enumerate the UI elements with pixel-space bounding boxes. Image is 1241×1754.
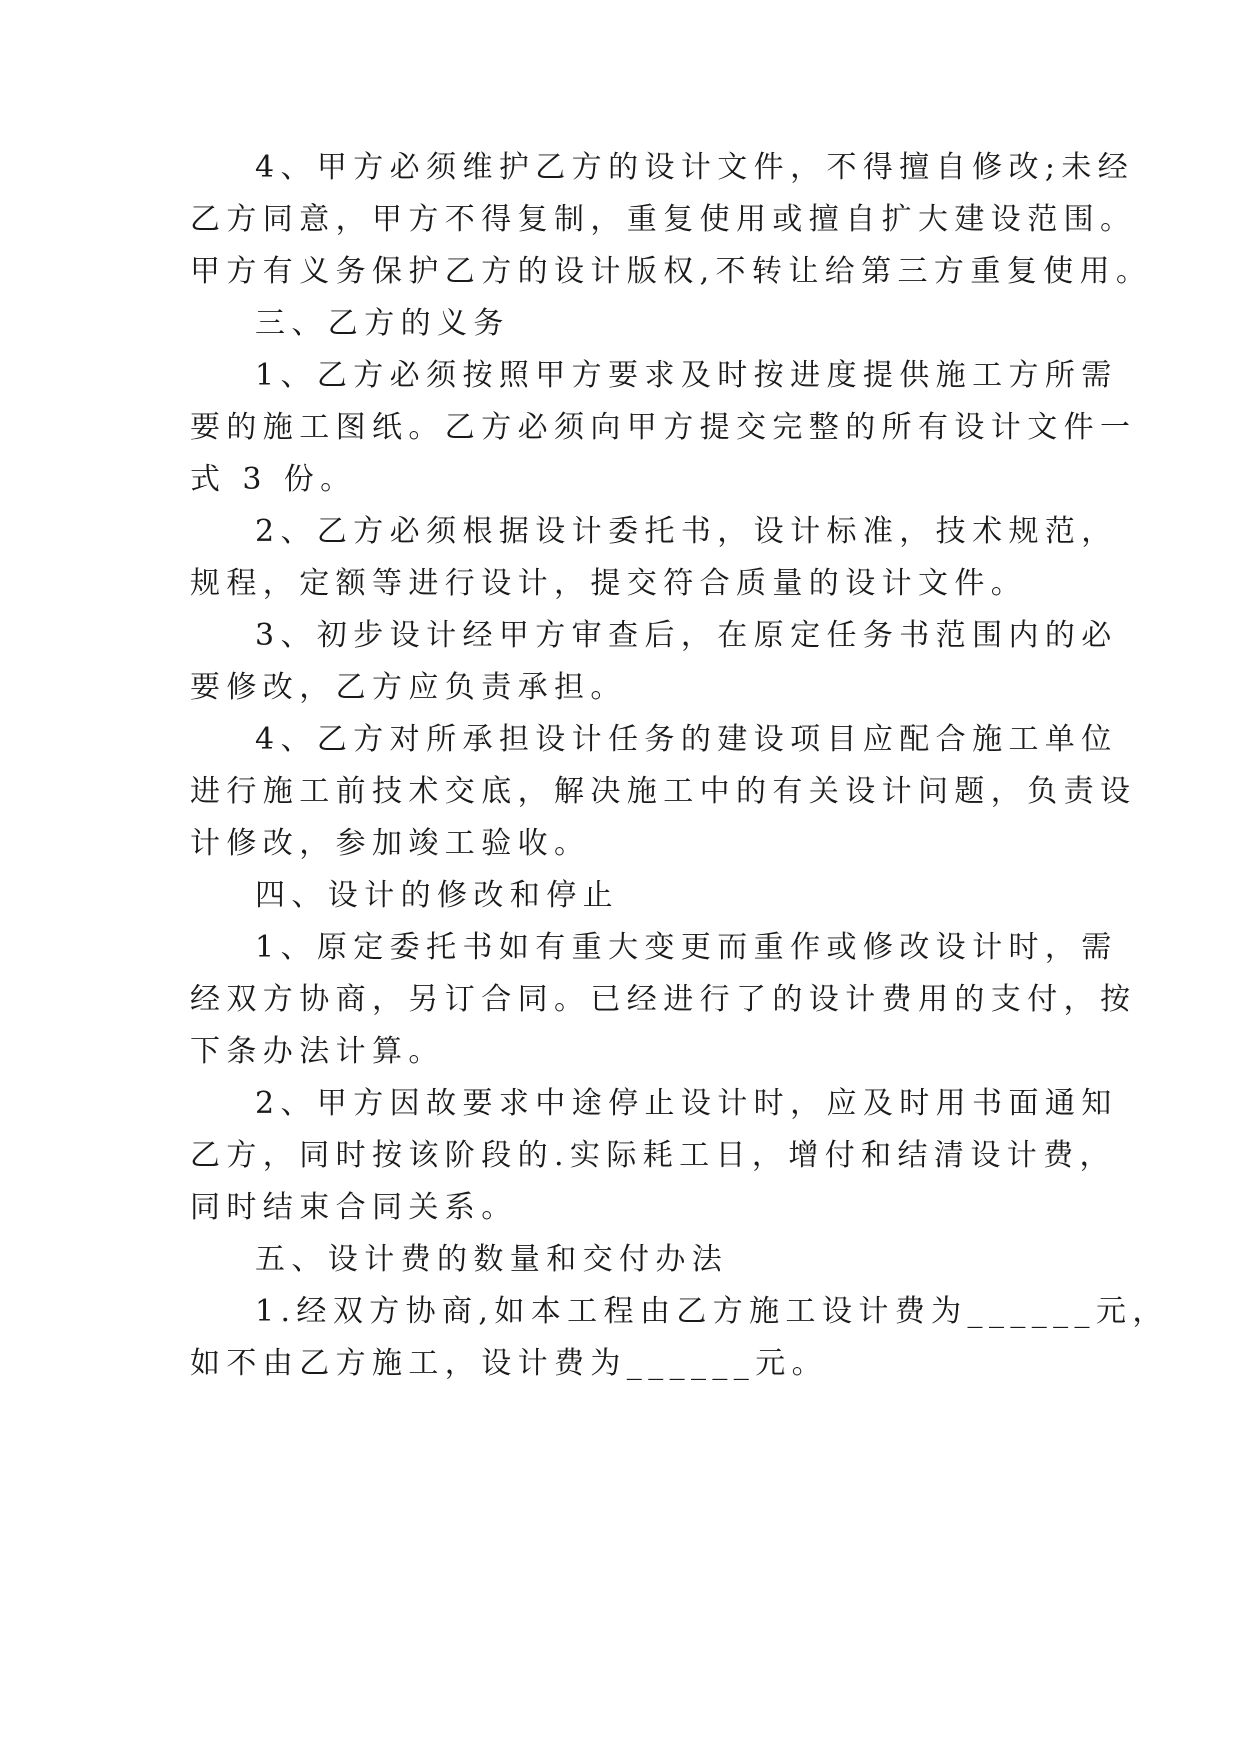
text-line: 4、甲方必须维护乙方的设计文件，不得擅自修改;未经 — [255, 150, 1135, 185]
text-line: 乙方，同时按该阶段的.实际耗工日，增付和结清设计费， — [190, 1138, 1116, 1173]
text-line: 要的施工图纸。乙方必须向甲方提交完整的所有设计文件一 — [190, 410, 1137, 445]
section-heading: 五、设计费的数量和交付办法 — [255, 1242, 729, 1277]
text-line: 4、乙方对所承担设计任务的建设项目应配合施工单位 — [255, 722, 1118, 757]
text-line: 下条办法计算。 — [190, 1034, 445, 1069]
section-heading: 三、乙方的义务 — [255, 306, 510, 341]
text-line: 经双方协商，另订合同。已经进行了的设计费用的支付，按 — [190, 982, 1137, 1017]
text-line: 甲方有义务保护乙方的设计版权,不转让给第三方重复使用。 — [190, 254, 1153, 289]
text-line: 同时结束合同关系。 — [190, 1190, 518, 1225]
text-line: 要修改，乙方应负责承担。 — [190, 670, 627, 705]
text-line: 2、乙方必须根据设计委托书，设计标准，技术规范， — [255, 514, 1118, 549]
text-line: 2、甲方因故要求中途停止设计时，应及时用书面通知 — [255, 1086, 1118, 1121]
text-line: 3、初步设计经甲方审查后，在原定任务书范围内的必 — [255, 618, 1118, 653]
text-line: 式 3 份。 — [190, 462, 357, 497]
section-heading: 四、设计的修改和停止 — [255, 878, 619, 913]
text-line: 1、原定委托书如有重大变更而重作或修改设计时，需 — [255, 930, 1118, 965]
text-line: 进行施工前技术交底，解决施工中的有关设计问题，负责设 — [190, 774, 1137, 809]
text-line: 乙方同意，甲方不得复制，重复使用或擅自扩大建设范围。 — [190, 202, 1137, 237]
text-line: 规程，定额等进行设计，提交符合质量的设计文件。 — [190, 566, 1028, 601]
text-line: 如不由乙方施工，设计费为______元。 — [190, 1346, 828, 1381]
text-line: 1、乙方必须按照甲方要求及时按进度提供施工方所需 — [255, 358, 1118, 393]
text-line: 计修改，参加竣工验收。 — [190, 826, 591, 861]
text-line: 1.经双方协商,如本工程由乙方施工设计费为______元， — [255, 1294, 1169, 1329]
